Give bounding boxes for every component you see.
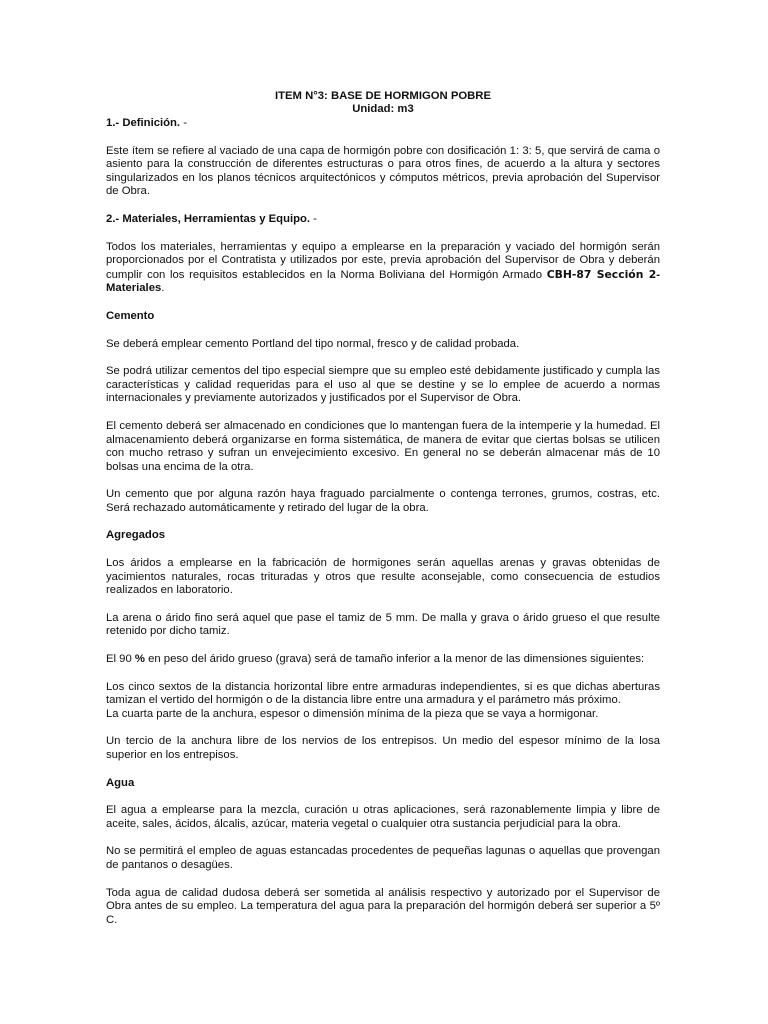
paragraph-materiales-end: . [161,282,165,295]
paragraph-cemento-4: Un cemento que por alguna razón haya fraguado parcialmente o contenga terrones, grumos, costras, etc. Será rechazado automáticamente y retirado del lugar de la obra. [106,488,660,514]
paragraph-cemento-2: Se podrá utilizar cementos del tipo especial siempre que su empleo esté debidamente justificado y cumpla las características y calidad requeridas para el uso al que se destine y se lo emplee de acuerdo a normas internacionales y previamente autorizados y justificados por el Supervisor de Obra. [106,365,660,405]
spacer [106,543,660,557]
percent-symbol: % [134,653,145,666]
section-heading-text: 2.- Materiales, Herramientas y Equipo. [106,212,311,225]
spacer [106,763,660,777]
spacer [106,406,660,420]
section-heading-dash: - [310,212,317,225]
paragraph-materiales [106,241,660,296]
spacer [106,639,660,653]
norm-reference: CBH-87 Sección 2 [546,267,657,281]
spacer [106,790,660,804]
spacer [106,515,660,529]
paragraph-agregados-3 [106,653,660,667]
spacer [106,667,660,681]
spacer [106,831,660,845]
paragraph-agregados-3-start: El 90 [106,653,135,666]
document-unit: Unidad: m3 [352,103,414,115]
section-heading-agua: Agua [106,776,135,789]
paragraph-agua-3: Toda agua de calidad dudosa deberá ser sometida al análisis respectivo y autorizado por el Supervisor de Obra antes de su empleo. La temperatura del agua para la preparación del hormigón deberá ser superior a 5º C. [106,886,660,926]
paragraph-agregados-4: Los cinco sextos de la distancia horizontal libre entre armaduras independientes, si es que dichas aberturas tamizan el vertido del hormigón o de la distancia libre entre una armadura y el parámetro más próximo. [106,680,660,707]
spacer [106,474,660,488]
norm-reference-tail: -Materiales [106,268,661,295]
paragraph-agregados-3-end: en peso del árido grueso (grava) será de tamaño inferior a la menor de las dimensiones siguientes: [144,653,645,666]
spacer [106,227,660,241]
paragraph-cemento-3: El cemento deberá ser almacenado en condiciones que lo mantengan fuera de la intemperie y la humedad. El almacenamiento deberá organizarse en forma sistemática, de manera de evitar que ciertas bolsas se utilicen con mucho retraso y sufran un envejecimiento excesivo. En general no se deberán almacenar más de 10 bolsas una encima de la otra. [106,419,660,473]
paragraph-agregados-2: La arena o árido fino será aquel que pase el tamiz de 5 mm. De malla y grava o árido grueso el que resulte retenido por dicho tamiz. [106,611,660,638]
spacer [106,351,660,365]
spacer [106,873,660,887]
section-heading-text: 1.- Definición. [106,117,181,129]
spacer [106,199,660,213]
document-page [106,90,660,927]
paragraph-agua-1: El agua a emplearse para la mezcla, curación u otras aplicaciones, será razonablemente limpia y libre de aceite, sales, ácidos, álcalis, azúcar, materia vegetal o cualquier otra sustancia perjudicial para la obra. [106,804,660,830]
paragraph-materiales-text: Todos los materiales, herramientas y equipo a emplearse en la preparación y vaciado del hormigón serán proporcionados por el Contratista y utilizados por este, previa aprobación del Supervisor de Obra y deberán cumplir con los requisitos establecidos en la Norma Boliviana del Hormigón Armado [106,240,660,281]
paragraph-agregados-4b: La cuarta parte de la anchura, espesor o dimensión mínima de la pieza que se vaya a hormigonar. [106,707,599,720]
section-heading-agregados: Agregados [106,529,166,542]
section-heading-definicion [106,117,660,131]
document-title: ITEM N°3: BASE DE HORMIGON POBRE [274,90,492,102]
paragraph-cemento-1: Se deberá emplear cemento Portland del tipo normal, fresco y de calidad probada. [106,337,520,350]
paragraph-definicion: Este ítem se refiere al vaciado de una capa de hormigón pobre con dosificación 1: 3: 5, que servirá de cama o asiento para la construcción de diferentes estructuras o para otros fines, de acuerdo a la altura y sectores singularizados en los planos técnicos arquitectónicos y cómputos métricos, previa aprobación del Supervisor de Obra. [106,144,660,198]
section-heading-dash: - [180,117,187,129]
spacer [106,131,660,145]
spacer [106,296,660,310]
paragraph-agua-2: No se permitirá el empleo de aguas estancadas procedentes de pequeñas lagunas o aquellas que provengan de pantanos o desagües. [106,845,660,871]
spacer [106,598,660,612]
spacer [106,721,660,735]
paragraph-agregados-1: Los áridos a emplearse en la fabricación de hormigones serán aquellas arenas y gravas obtenidas de yacimientos naturales, rocas trituradas y otros que resulte aconsejable, como consecuencia de estudios realizados en laboratorio. [106,557,660,597]
section-heading-materiales [106,213,660,227]
spacer [106,324,660,338]
paragraph-agregados-5: Un tercio de la anchura libre de los nervios de los entrepisos. Un medio del espesor mínimo de la losa superior en los entrepisos. [106,735,660,761]
section-heading-cemento: Cemento [106,309,155,322]
